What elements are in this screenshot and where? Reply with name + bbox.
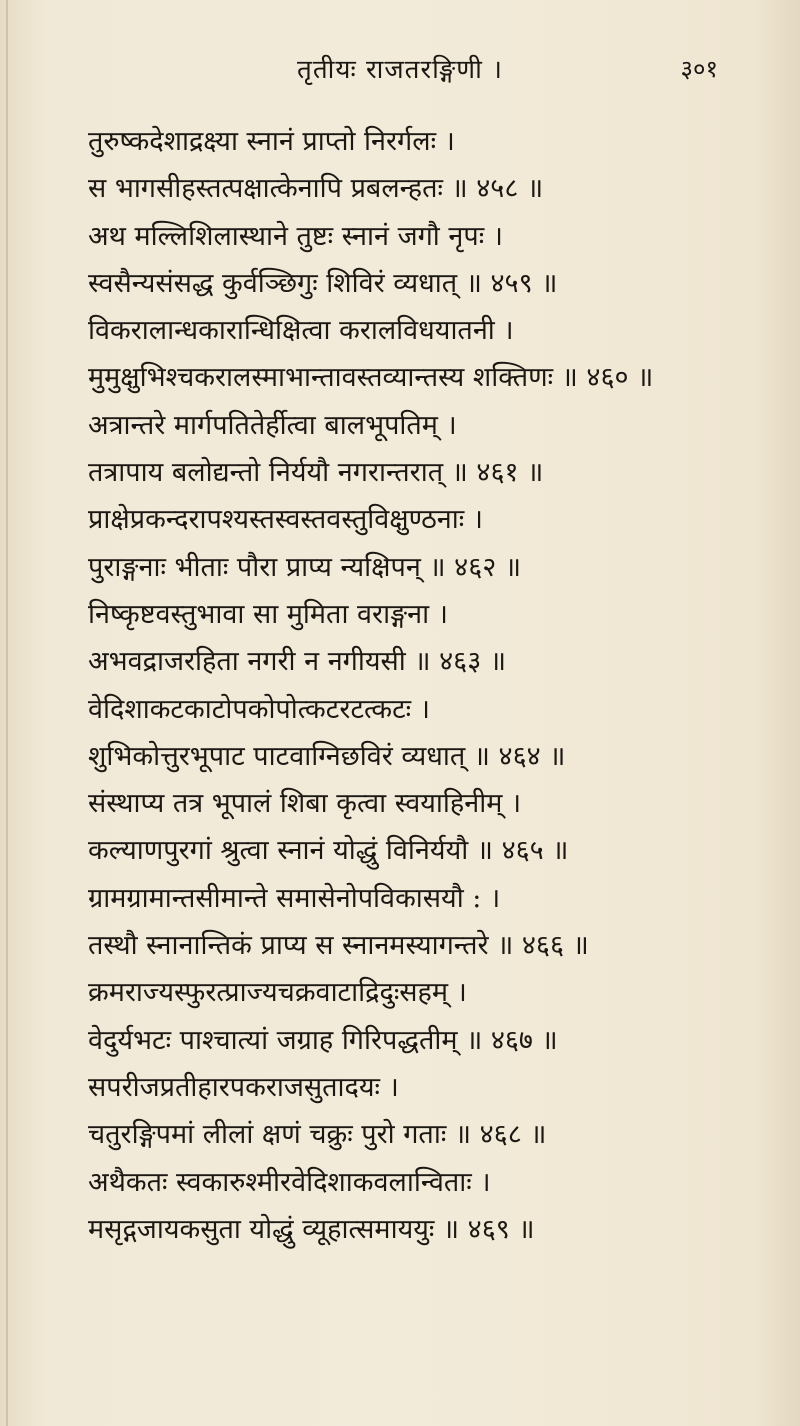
text-line: तुरुष्कदेशाद्रक्ष्या स्नानं प्राप्तो निरर्गलः । [88,126,455,157]
text-line: सपरीजप्रतीहारपकराजसुतादयः । [88,1071,399,1103]
verse-text-block [88,118,728,1253]
binding-gutter [6,0,8,1426]
text-line: वेदिशाकटकाटोपकोपोत्कटरटत्कटः । [88,693,430,725]
text-line: कल्याणपुरगां श्रुत्वा स्नानं योद्धुं विनिर्ययौ ॥ ४६५ ॥ [88,835,569,867]
running-title: तृतीयः राजतरङ्गिणी । [297,55,503,85]
text-line: अथ मल्लिशिलास्थाने तुष्टः स्नानं जगौ नृपः । [88,220,503,252]
text-line: शुभिकोत्तुरभूपाट पाटवाग्निछविरं व्यधात् ॥ ४६४ ॥ [88,740,566,772]
page-number: ३०१ [680,55,718,83]
text-line: प्राक्षेप्रकन्दरापश्यस्तस्वस्तवस्तुविक्षुण्ठनाः । [88,504,484,536]
text-line: स भागसीहस्तत्पक्षात्केनापि प्रबलन्हतः ॥ ४५८ ॥ [88,173,544,205]
text-line: वेदुर्यभटः पाश्चात्यां जग्राह गिरिपद्धतीम् ॥ ४६७ ॥ [88,1024,558,1056]
page-header [0,50,800,90]
text-line: स्वसैन्यसंसद्ध कुर्वञ्छिगुः शिविरं व्यधात् ॥ ४५९ ॥ [88,267,558,299]
text-line: चतुरङ्गिपमां लीलां क्षणं चक्रुः पुरो गताः ॥ ४६८ ॥ [88,1119,547,1151]
text-line: अत्रान्तरे मार्गपतितेर्हीत्वा बालभूपतिम् । [88,409,457,441]
text-line: मसृद्गजायकसुता योद्धुं व्यूहात्समाययुः ॥ ४६९ ॥ [88,1213,535,1245]
text-line: अथैकतः स्वकारुश्मीरवेदिशाकवलान्विताः । [88,1166,491,1198]
text-line: ग्रामग्रामान्तसीमान्ते समासेनोपविकासयौ : । [88,882,501,914]
text-line: तस्थौ स्नानान्तिकं प्राप्य स स्नानमस्यागन्तरे ॥ ४६६ ॥ [88,930,589,962]
text-line: संस्थाप्य तत्र भूपालं शिबा कृत्वा स्वयाहिनीम् । [88,788,522,820]
text-line: क्रमराज्यस्फुरत्प्राज्यचक्रवाटाद्रिदुःसहम् । [88,977,467,1009]
text-line: पुराङ्गनाः भीताः पौरा प्राप्य न्यक्षिपन् ॥ ४६२ ॥ [88,551,522,583]
text-line: तत्रापाय बलोद्यन्तो निर्ययौ नगरान्तरात् ॥ ४६१ ॥ [88,457,544,489]
text-line: निष्कृष्टवस्तुभावा सा मुमिता वराङ्गना । [88,598,448,630]
text-line: अभवद्राजरहिता नगरी न नगीयसी ॥ ४६३ ॥ [88,646,506,678]
text-line: विकरालान्धकारान्धिक्षित्वा करालविधयातनी । [88,315,514,347]
text-line: मुमुक्षुभिश्चकरालस्माभान्तावस्तव्यान्तस्य शक्तिणः ॥ ४६० ॥ [88,362,654,394]
